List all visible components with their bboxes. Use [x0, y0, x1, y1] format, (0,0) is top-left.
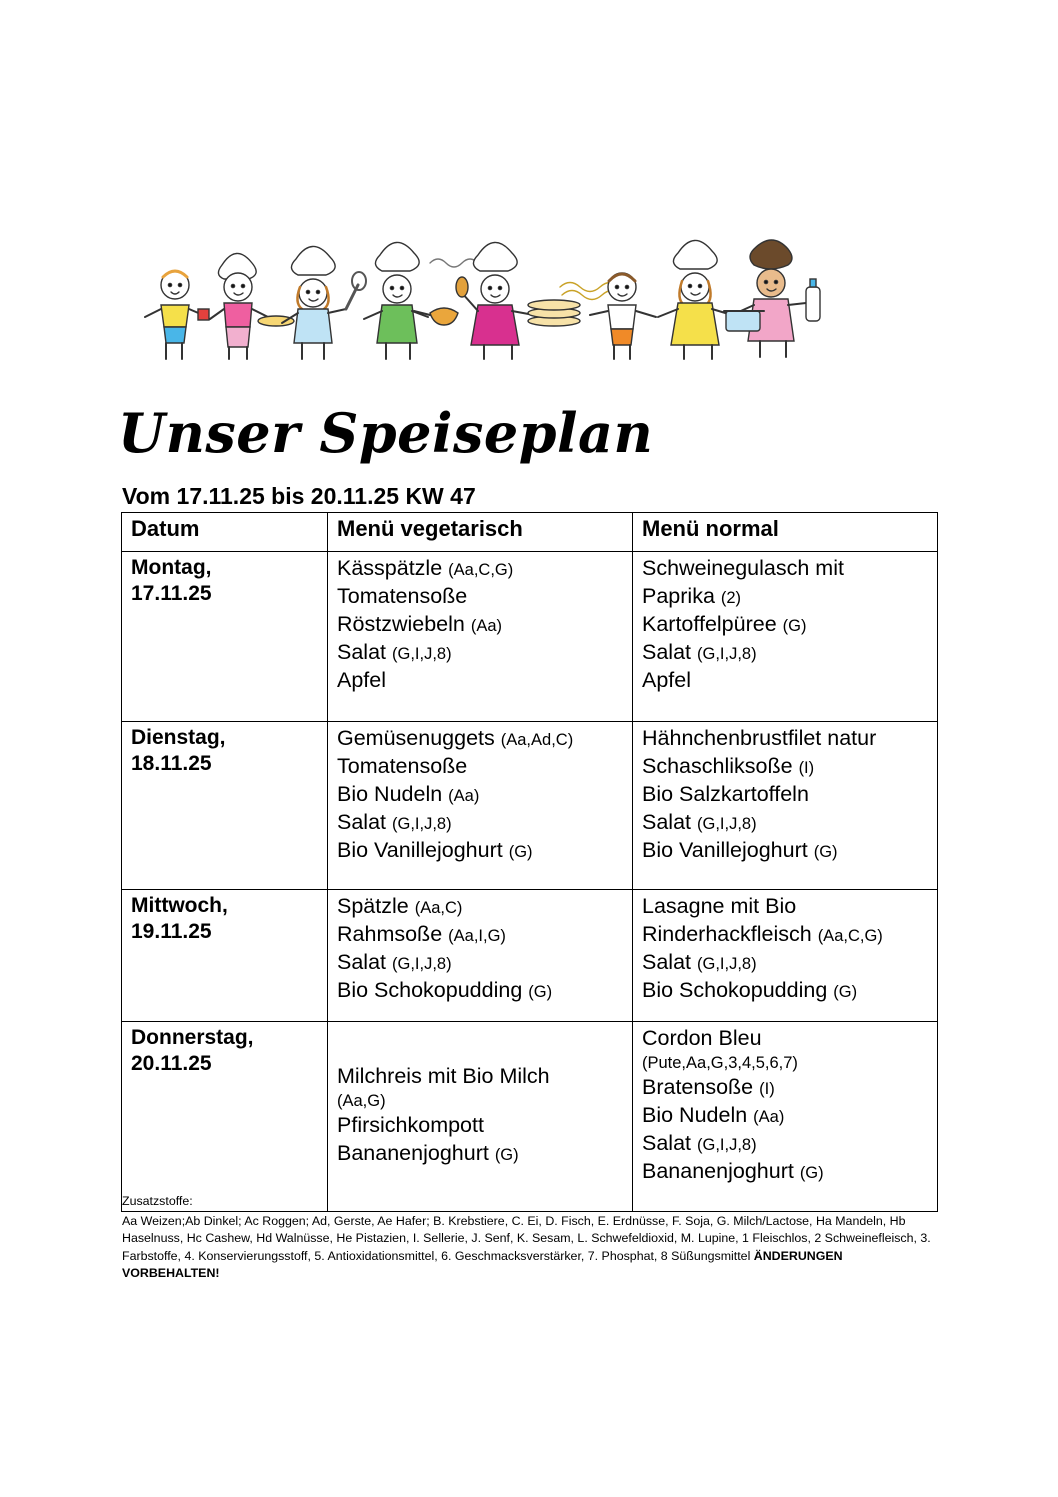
dish-additives: (G,I,J,8): [392, 644, 452, 663]
dish-additives: (2): [720, 588, 742, 607]
day-date: 20.11.25: [131, 1051, 212, 1075]
dish-additives: (G): [799, 1164, 824, 1183]
table-row: [122, 890, 938, 1022]
dish-name: Schweinegulasch mit: [642, 556, 844, 580]
dish-item: [642, 1074, 930, 1102]
additives-list: Aa Weizen;Ab Dinkel; Ac Roggen; Ad, Gerste, Ae Hafer; B. Krebstiere, C. Ei, D. Fisch, E. Erdnüsse, F. Soja, G. Milch/Lactose, Ha Mandeln, Hb Haselnuss, Hc Cashew, Hd Walnüsse, He Pistazien, I. Sellerie, J. Senf, K. Sesam, L. Schwefeldioxid, M. Lupine, 1 Fleischlos, 2 Schweinefleisch, 3. Farbstoffe, 4. Konservierungsstoff, 5. Antioxidationsmittel, 6. Geschmacksverstärker, 7. Phosphat, 8 Süßungsmittel: [122, 1213, 931, 1263]
dish-name: Cordon Bleu: [642, 1026, 762, 1050]
additives-legend-title: Zusatzstoffe:: [122, 1194, 193, 1208]
dish-item: [337, 893, 625, 921]
dish-item: [642, 1025, 930, 1053]
column-header-date: Datum: [122, 513, 328, 552]
dish-additives: (Aa,G): [337, 1091, 386, 1110]
dish-additives: (G,I,J,8): [697, 644, 757, 663]
dish-item: [642, 977, 930, 1005]
dish-item: [642, 809, 930, 837]
dish-item: [337, 781, 625, 809]
vegetarian-cell: [328, 890, 633, 1022]
dish-additives: (Aa): [753, 1108, 785, 1127]
dish-additives: (Aa,I,G): [448, 926, 506, 945]
dish-additives: (G,I,J,8): [697, 1136, 757, 1155]
dish-name: Bio Schokopudding: [337, 977, 523, 1002]
table-row: [122, 722, 938, 890]
day-name: Dienstag,: [131, 726, 226, 749]
dish-item: [337, 753, 625, 781]
changes-reserved-note: ÄNDERUNGEN VORBEHALTEN!: [122, 1248, 843, 1281]
dish-name: Bratensoße: [642, 1075, 754, 1100]
dish-name: Salat: [642, 1131, 692, 1156]
table-row: [122, 1022, 938, 1212]
vegetarian-cell: [328, 722, 633, 890]
dish-item: [642, 753, 930, 781]
dish-name: Bio Nudeln: [337, 781, 443, 806]
dish-name: Spätzle: [337, 894, 409, 918]
dish-item: [642, 555, 930, 583]
dish-additives: (G,I,J,8): [697, 814, 757, 833]
dish-item: [337, 949, 625, 977]
dish-name: Salat: [337, 809, 387, 834]
table-row: [122, 552, 938, 722]
dish-additives: (Aa): [470, 616, 503, 635]
dish-additives: (G,I,J,8): [392, 954, 452, 973]
table-header-row: [122, 513, 938, 552]
dish-name: Hähnchenbrustfilet natur: [642, 726, 877, 750]
day-cell: [122, 890, 328, 1022]
dish-additives: (I): [759, 1080, 775, 1099]
dish-name: Bio Nudeln: [642, 1103, 748, 1128]
dish-item: [642, 893, 930, 921]
dish-name: Gemüsenuggets: [337, 726, 495, 750]
dish-item: [642, 611, 930, 639]
dish-item: [337, 837, 625, 865]
dish-name: Bio Salzkartoffeln: [642, 781, 809, 806]
dish-additives: (Aa,C): [414, 899, 463, 917]
dish-name: Kässpätzle: [337, 556, 443, 580]
dish-additives: (G,I,J,8): [392, 814, 452, 833]
column-header-normal: Menü normal: [633, 513, 938, 552]
dish-additives: (Aa,Ad,C): [500, 731, 574, 749]
day-cell: [122, 552, 328, 722]
additives-legend-body: [122, 1213, 942, 1283]
dish-item: [337, 921, 625, 949]
dish-item: [337, 1140, 625, 1168]
dish-additives: (G): [813, 842, 838, 861]
dish-item: [642, 837, 930, 865]
dish-additives: (G): [494, 1146, 519, 1165]
dish-item: [337, 667, 625, 695]
dish-item: [337, 809, 625, 837]
dish-item: [337, 583, 625, 611]
dish-name: Apfel: [642, 667, 692, 692]
dish-name: Rahmsoße: [337, 921, 443, 946]
normal-cell: [633, 1022, 938, 1212]
dish-additives: (G): [508, 842, 533, 861]
day-cell: [122, 722, 328, 890]
dish-item: [642, 639, 930, 667]
dish-item: [642, 1102, 930, 1130]
normal-cell: [633, 890, 938, 1022]
day-date: 17.11.25: [131, 581, 212, 605]
normal-cell: [633, 722, 938, 890]
dish-name: Paprika: [642, 583, 715, 608]
dish-item: [337, 1112, 625, 1140]
dish-item: [337, 725, 625, 753]
dish-item: [337, 1063, 625, 1091]
dish-item: [642, 1130, 930, 1158]
dish-item: [337, 611, 625, 639]
dish-item: [337, 977, 625, 1005]
column-header-vegetarian: Menü vegetarisch: [328, 513, 633, 552]
dish-additives: (G): [782, 616, 807, 635]
dish-name: Tomatensoße: [337, 753, 468, 778]
dish-name: Apfel: [337, 667, 387, 692]
dish-name: Rinderhackfleisch: [642, 921, 812, 946]
day-date: 19.11.25: [131, 919, 212, 943]
dish-name: Salat: [337, 949, 387, 974]
date-range-subtitle: Vom 17.11.25 bis 20.11.25 KW 47: [122, 483, 476, 509]
dish-additives: (G): [528, 982, 553, 1001]
dish-name: Schaschliksoße: [642, 753, 793, 778]
dish-item: [337, 555, 625, 583]
dish-name: Bananenjoghurt: [337, 1141, 489, 1166]
dish-name: Tomatensoße: [337, 583, 468, 608]
dish-item: [337, 639, 625, 667]
dish-name: Bananenjoghurt: [642, 1159, 794, 1184]
dish-additives: (Aa,C,G): [817, 926, 883, 945]
dish-item: [642, 667, 930, 695]
dish-name: Milchreis mit Bio Milch: [337, 1063, 550, 1088]
dish-additives: (G,I,J,8): [697, 954, 757, 973]
dish-name: Kartoffelpüree: [642, 611, 777, 636]
dish-name: Salat: [642, 639, 692, 664]
dish-name: Pfirsichkompott: [337, 1113, 484, 1138]
dish-item: [642, 921, 930, 949]
dish-name: Lasagne mit Bio: [642, 894, 797, 918]
dish-name: Salat: [337, 639, 387, 664]
dish-item: [642, 725, 930, 753]
additives-legend: [122, 1193, 942, 1283]
dish-item: [642, 1158, 930, 1186]
dish-additives: (G): [833, 982, 858, 1001]
dish-name: Bio Vanillejoghurt: [337, 837, 503, 862]
dish-additives: (Aa): [448, 786, 480, 805]
day-name: Mittwoch,: [131, 894, 228, 917]
day-date: 18.11.25: [131, 751, 212, 775]
vegetarian-cell: [328, 552, 633, 722]
dish-name: Salat: [642, 809, 692, 834]
dish-name: Salat: [642, 949, 692, 974]
dish-name: Bio Schokopudding: [642, 977, 828, 1002]
day-cell: [122, 1022, 328, 1212]
dish-additives: (Aa,C,G): [448, 561, 514, 579]
dish-name: Bio Vanillejoghurt: [642, 837, 808, 862]
menu-table: [121, 512, 938, 1212]
dish-item: [642, 781, 930, 809]
dish-name: Röstzwiebeln: [337, 611, 465, 636]
page-title: Unser Speiseplan: [118, 401, 654, 465]
vegetarian-cell: [328, 1022, 633, 1212]
dish-additives: (Pute,Aa,G,3,4,5,6,7): [642, 1053, 798, 1072]
day-name: Montag,: [131, 556, 212, 579]
normal-cell: [633, 552, 938, 722]
dish-additives: (I): [798, 758, 815, 777]
children-cooking-illustration: [130, 225, 830, 385]
dish-item: [642, 949, 930, 977]
dish-item: [642, 583, 930, 611]
day-name: Donnerstag,: [131, 1026, 254, 1049]
